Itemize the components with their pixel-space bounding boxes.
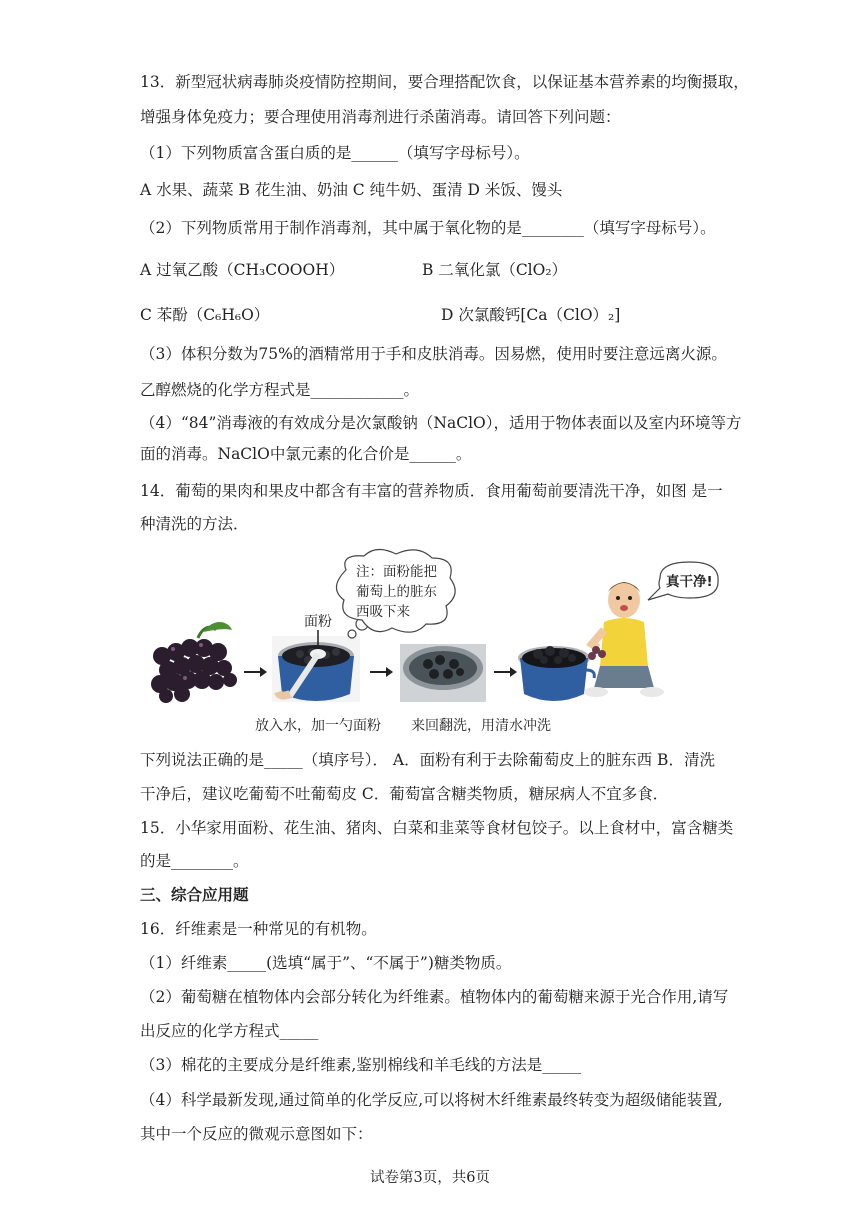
arrow-right-icon <box>244 667 267 677</box>
grape-washing-figure <box>140 548 720 738</box>
q13-part3-line1: （3）体积分数为75%的酒精常用于手和皮肤消毒。因易燃，使用时要注意远离火源。 <box>140 345 727 363</box>
q15-line2: 的是________。 <box>140 852 249 870</box>
q15-line1: 15．小华家用面粉、花生油、猪肉、白菜和韭菜等食材包饺子。以上食材中，富含糖类 <box>140 819 734 837</box>
grape-washing-illustration <box>140 548 720 738</box>
q13-part3-line2: 乙醇燃烧的化学方程式是____________。 <box>140 381 420 399</box>
q14-stem-line2: 种清洗的方法． <box>140 515 249 533</box>
q13-option-b: B 二氧化氯（ClO₂） <box>422 261 568 279</box>
q13-part1: （1）下列物质富含蛋白质的是______（填写字母标号）。 <box>140 144 530 162</box>
q16-part2-line1: （2）葡萄糖在植物体内会部分转化为纤维素。植物体内的葡萄糖来源于光合作用,请写 <box>140 988 729 1006</box>
q16-part4-line2: 其中一个反应的微观示意图如下： <box>140 1125 373 1143</box>
clean-grapes-pot-image <box>518 646 594 701</box>
thought-bubble <box>336 549 455 638</box>
washing-pot-image <box>400 644 486 702</box>
figure-caption-1: 放入水，加一勺面粉 <box>255 718 381 734</box>
q13-stem-line2: 增强身体免疫力；要合理使用消毒剂进行杀菌消毒。请回答下列问题： <box>140 108 621 126</box>
bubble-line-3: 西吸下来 <box>356 604 410 620</box>
q14-body-line1: 下列说法正确的是_____（填序号）． A．面粉有利于去除葡萄皮上的脏东西 B．清洗 <box>140 751 715 769</box>
q14-stem-line1: 14．葡萄的果肉和果皮中都含有丰富的营养物质．食用葡萄前要清洗干净，如图 是一 <box>140 482 723 500</box>
figure-caption-2: 来回翻洗，用清水冲洗 <box>411 718 551 734</box>
q16-stem: 16．纤维素是一种常见的有机物。 <box>140 920 377 938</box>
flour-label: 面粉 <box>304 614 332 630</box>
q16-part2-line2: 出反应的化学方程式_____ <box>140 1022 319 1040</box>
bubble-line-2: 葡萄上的脏东 <box>356 584 437 600</box>
arrow-right-icon <box>494 667 517 677</box>
arrow-right-icon <box>370 667 393 677</box>
q13-part1-options: A 水果、蔬菜 B 花生油、奶油 C 纯牛奶、蛋清 D 米饭、馒头 <box>140 181 563 199</box>
q13-part2: （2）下列物质常用于制作消毒剂，其中属于氧化物的是________（填写字母标号）。 <box>140 219 716 237</box>
q13-option-d: D 次氯酸钙[Ca（ClO）₂] <box>441 306 621 324</box>
pot-with-flour-image <box>272 636 360 702</box>
q13-stem-line1: 13．新型冠状病毒肺炎疫情防控期间，要合理搭配饮食，以保证基本营养素的均衡摄取， <box>140 73 749 91</box>
speech-bubble <box>648 562 718 600</box>
q16-part3: （3）棉花的主要成分是纤维素,鉴别棉线和羊毛线的方法是_____ <box>140 1056 582 1074</box>
q13-part4-line1: （4）“84”消毒液的有效成分是次氯酸钠（NaClO），适用于物体表面以及室内环境等方 <box>140 414 742 432</box>
grapes-image <box>151 622 237 703</box>
q13-option-a: A 过氧乙酸（CH₃COOOH） <box>140 261 345 279</box>
q13-option-c: C 苯酚（C₆H₆O） <box>140 306 270 324</box>
q13-part4-line2: 面的消毒。NaClO中氯元素的化合价是______。 <box>140 445 472 463</box>
page-footer: 试卷第3页，共6页 <box>370 1170 490 1186</box>
q14-body-line2: 干净后，建议吃葡萄不吐葡萄皮 C．葡萄富含糖类物质，糖尿病人不宜多食． <box>140 785 669 803</box>
speech-bubble-text: 真干净! <box>666 574 713 590</box>
section-heading: 三、综合应用题 <box>140 885 249 904</box>
bubble-line-1: 注：面粉能把 <box>356 564 437 580</box>
q16-part1: （1）纤维素_____(选填“属于”、“不属于”)糖类物质。 <box>140 954 512 972</box>
q16-part4-line1: （4）科学最新发现,通过简单的化学反应,可以将树木纤维素最终转变为超级储能装置, <box>140 1091 723 1109</box>
